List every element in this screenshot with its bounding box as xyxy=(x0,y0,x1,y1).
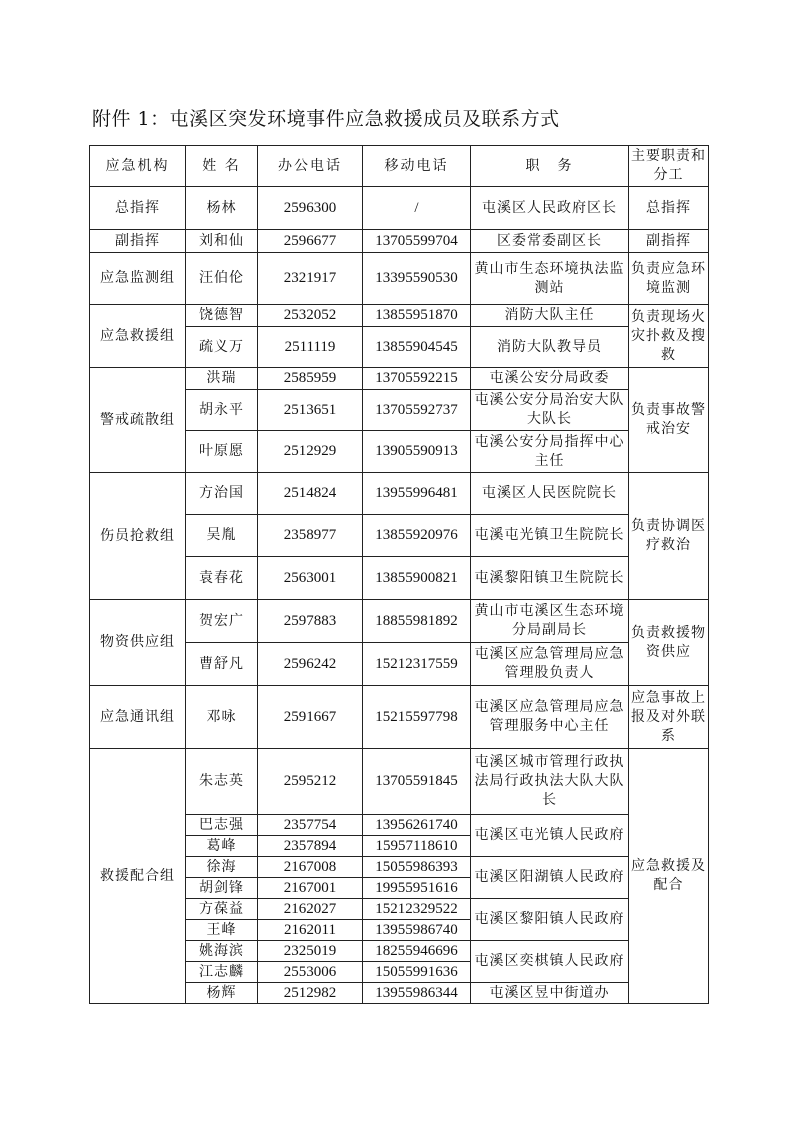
office-phone-cell: 2162011 xyxy=(258,920,363,941)
org-cell: 救援配合组 xyxy=(90,749,186,1004)
position-cell: 屯溪区阳湖镇人民政府 xyxy=(471,857,629,899)
header-name: 姓 名 xyxy=(186,146,258,187)
office-phone-cell: 2553006 xyxy=(258,962,363,983)
duty-cell: 负责事故警戒治安 xyxy=(629,368,709,473)
office-phone-cell: 2591667 xyxy=(258,686,363,749)
mobile-phone-cell: 15212317559 xyxy=(363,643,471,686)
mobile-phone-cell: 15055986393 xyxy=(363,857,471,878)
office-phone-cell: 2512982 xyxy=(258,983,363,1004)
position-cell: 屯溪区昱中街道办 xyxy=(471,983,629,1004)
mobile-phone-cell: 13955986740 xyxy=(363,920,471,941)
contacts-table xyxy=(89,145,709,1004)
office-phone-cell: 2532052 xyxy=(258,305,363,327)
name-cell: 曹舒凡 xyxy=(186,643,258,686)
position-cell: 消防大队主任 xyxy=(471,305,629,327)
position-cell: 屯溪区人民政府区长 xyxy=(471,187,629,230)
name-cell: 江志麟 xyxy=(186,962,258,983)
page-title: 附件 1：屯溪区突发环境事件应急救援成员及联系方式 xyxy=(92,108,560,130)
office-phone-cell: 2325019 xyxy=(258,941,363,962)
name-cell: 饶德智 xyxy=(186,305,258,327)
table-row xyxy=(90,253,709,305)
position-cell: 黄山市屯溪区生态环境分局副局长 xyxy=(471,600,629,643)
position-cell: 屯溪公安分局指挥中心主任 xyxy=(471,431,629,473)
office-phone-cell: 2596242 xyxy=(258,643,363,686)
table-row xyxy=(90,368,709,390)
mobile-phone-cell: 13956261740 xyxy=(363,815,471,836)
mobile-phone-cell: 18855981892 xyxy=(363,600,471,643)
table-row xyxy=(90,686,709,749)
office-phone-cell: 2321917 xyxy=(258,253,363,305)
mobile-phone-cell: 13855951870 xyxy=(363,305,471,327)
office-phone-cell: 2597883 xyxy=(258,600,363,643)
name-cell: 方葆益 xyxy=(186,899,258,920)
office-phone-cell: 2596677 xyxy=(258,230,363,253)
org-cell: 副指挥 xyxy=(90,230,186,253)
name-cell: 袁春花 xyxy=(186,557,258,600)
name-cell: 姚海滨 xyxy=(186,941,258,962)
duty-cell: 应急救援及配合 xyxy=(629,749,709,1004)
table-row xyxy=(90,473,709,515)
position-cell: 屯溪屯光镇卫生院院长 xyxy=(471,515,629,557)
duty-cell: 总指挥 xyxy=(629,187,709,230)
position-cell: 屯溪区黎阳镇人民政府 xyxy=(471,899,629,941)
position-cell: 屯溪区奕棋镇人民政府 xyxy=(471,941,629,983)
position-cell: 区委常委副区长 xyxy=(471,230,629,253)
name-cell: 葛峰 xyxy=(186,836,258,857)
header-row xyxy=(90,146,709,187)
name-cell: 叶原愿 xyxy=(186,431,258,473)
position-cell: 屯溪区城市管理行政执法局行政执法大队大队长 xyxy=(471,749,629,815)
org-cell: 警戒疏散组 xyxy=(90,368,186,473)
mobile-phone-cell: 18255946696 xyxy=(363,941,471,962)
duty-cell: 负责救援物资供应 xyxy=(629,600,709,686)
mobile-phone-cell: 15212329522 xyxy=(363,899,471,920)
mobile-phone-cell: 13705591845 xyxy=(363,749,471,815)
mobile-phone-cell: 13855904545 xyxy=(363,327,471,368)
table-row xyxy=(90,305,709,327)
office-phone-cell: 2585959 xyxy=(258,368,363,390)
position-cell: 屯溪公安分局政委 xyxy=(471,368,629,390)
office-phone-cell: 2511119 xyxy=(258,327,363,368)
office-phone-cell: 2596300 xyxy=(258,187,363,230)
name-cell: 徐海 xyxy=(186,857,258,878)
name-cell: 吴胤 xyxy=(186,515,258,557)
header-org: 应急机构 xyxy=(90,146,186,187)
table-row xyxy=(90,230,709,253)
office-phone-cell: 2162027 xyxy=(258,899,363,920)
name-cell: 汪伯伦 xyxy=(186,253,258,305)
org-cell: 总指挥 xyxy=(90,187,186,230)
name-cell: 巴志强 xyxy=(186,815,258,836)
office-phone-cell: 2167001 xyxy=(258,878,363,899)
name-cell: 洪瑞 xyxy=(186,368,258,390)
office-phone-cell: 2167008 xyxy=(258,857,363,878)
mobile-phone-cell: 13705592215 xyxy=(363,368,471,390)
mobile-phone-cell: 15055991636 xyxy=(363,962,471,983)
header-duty: 主要职责和分工 xyxy=(629,146,709,187)
org-cell: 物资供应组 xyxy=(90,600,186,686)
office-phone-cell: 2514824 xyxy=(258,473,363,515)
position-cell: 屯溪区屯光镇人民政府 xyxy=(471,815,629,857)
org-cell: 伤员抢救组 xyxy=(90,473,186,600)
position-cell: 屯溪区应急管理局应急管理服务中心主任 xyxy=(471,686,629,749)
header-office-phone: 办公电话 xyxy=(258,146,363,187)
position-cell: 屯溪区人民医院院长 xyxy=(471,473,629,515)
header-position: 职 务 xyxy=(471,146,629,187)
name-cell: 朱志英 xyxy=(186,749,258,815)
duty-cell: 副指挥 xyxy=(629,230,709,253)
name-cell: 杨辉 xyxy=(186,983,258,1004)
position-cell: 屯溪区应急管理局应急管理股负责人 xyxy=(471,643,629,686)
org-cell: 应急监测组 xyxy=(90,253,186,305)
office-phone-cell: 2512929 xyxy=(258,431,363,473)
duty-cell: 应急事故上报及对外联系 xyxy=(629,686,709,749)
duty-cell: 负责协调医疗救治 xyxy=(629,473,709,600)
office-phone-cell: 2358977 xyxy=(258,515,363,557)
table-row xyxy=(90,187,709,230)
mobile-phone-cell: 13955996481 xyxy=(363,473,471,515)
mobile-phone-cell: 13855920976 xyxy=(363,515,471,557)
org-cell: 应急通讯组 xyxy=(90,686,186,749)
name-cell: 杨林 xyxy=(186,187,258,230)
table-row xyxy=(90,749,709,815)
mobile-phone-cell: 13705599704 xyxy=(363,230,471,253)
position-cell: 消防大队教导员 xyxy=(471,327,629,368)
name-cell: 贺宏广 xyxy=(186,600,258,643)
name-cell: 胡剑锋 xyxy=(186,878,258,899)
office-phone-cell: 2357754 xyxy=(258,815,363,836)
position-cell: 屯溪公安分局治安大队大队长 xyxy=(471,390,629,431)
mobile-phone-cell: 19955951616 xyxy=(363,878,471,899)
name-cell: 疏义万 xyxy=(186,327,258,368)
mobile-phone-cell: 15957118610 xyxy=(363,836,471,857)
duty-cell: 负责现场火灾扑救及搜救 xyxy=(629,305,709,368)
name-cell: 刘和仙 xyxy=(186,230,258,253)
mobile-phone-cell: 13395590530 xyxy=(363,253,471,305)
mobile-phone-cell: / xyxy=(363,187,471,230)
position-cell: 黄山市生态环境执法监测站 xyxy=(471,253,629,305)
position-cell: 屯溪黎阳镇卫生院院长 xyxy=(471,557,629,600)
office-phone-cell: 2357894 xyxy=(258,836,363,857)
office-phone-cell: 2563001 xyxy=(258,557,363,600)
table-row xyxy=(90,600,709,643)
mobile-phone-cell: 13905590913 xyxy=(363,431,471,473)
office-phone-cell: 2513651 xyxy=(258,390,363,431)
mobile-phone-cell: 13855900821 xyxy=(363,557,471,600)
name-cell: 邓咏 xyxy=(186,686,258,749)
org-cell: 应急救援组 xyxy=(90,305,186,368)
duty-cell: 负责应急环境监测 xyxy=(629,253,709,305)
mobile-phone-cell: 15215597798 xyxy=(363,686,471,749)
name-cell: 方治国 xyxy=(186,473,258,515)
mobile-phone-cell: 13955986344 xyxy=(363,983,471,1004)
header-mobile-phone: 移动电话 xyxy=(363,146,471,187)
name-cell: 胡永平 xyxy=(186,390,258,431)
office-phone-cell: 2595212 xyxy=(258,749,363,815)
name-cell: 王峰 xyxy=(186,920,258,941)
mobile-phone-cell: 13705592737 xyxy=(363,390,471,431)
